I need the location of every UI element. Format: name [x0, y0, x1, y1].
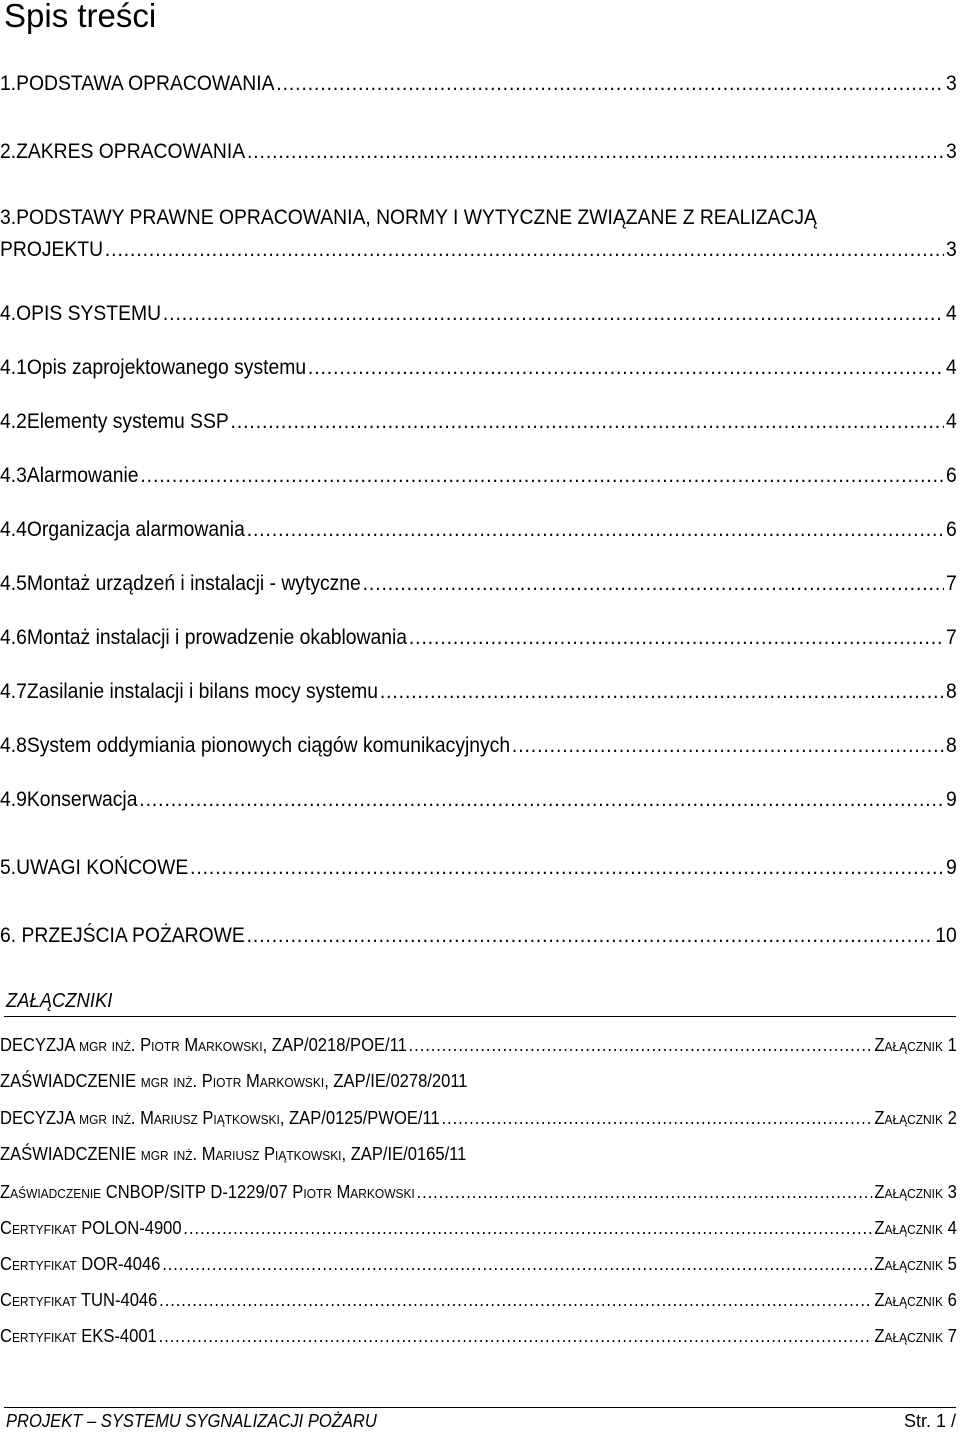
attachment-entry[interactable] — [0, 1033, 957, 1057]
toc-leader — [231, 408, 945, 436]
attachment-leader — [162, 1252, 872, 1276]
attachment-entry[interactable] — [0, 1252, 957, 1276]
toc-entry[interactable] — [0, 408, 957, 436]
attachment-entry[interactable] — [0, 1106, 957, 1130]
toc-entry-label: 4.6Montaż instalacji i prowadzenie okablowania — [0, 626, 408, 649]
toc-entry[interactable] — [0, 204, 957, 232]
attachment-leader — [159, 1288, 872, 1312]
toc-entry[interactable] — [0, 462, 957, 490]
toc-entry[interactable] — [0, 624, 957, 652]
footer-document-title: PROJEKT – SYSTEMU SYGNALIZACJI POŻARU — [6, 1411, 377, 1431]
toc-entry-page: 4 — [946, 410, 957, 433]
toc-leader — [140, 462, 944, 490]
attachment-leader — [417, 1180, 873, 1204]
attachment-label: Certyfikat TUN-4046 — [0, 1290, 158, 1310]
toc-leader — [247, 922, 934, 950]
toc-entry-page: 9 — [946, 856, 957, 879]
toc-entry-page: 3 — [946, 140, 957, 163]
toc-entry-label: 3.PODSTAWY PRAWNE OPRACOWANIA, NORMY I WYTYCZNE ZWIĄZANE Z REALIZACJĄ — [0, 206, 817, 229]
attachment-entry[interactable] — [0, 1069, 957, 1093]
attachment-ref: Załącznik 4 — [874, 1218, 957, 1238]
toc-entry-label: 4.4Organizacja alarmowania — [0, 518, 245, 541]
toc-leader — [139, 786, 944, 814]
toc-leader — [308, 354, 944, 382]
toc-entry[interactable] — [0, 570, 957, 598]
toc-entry[interactable] — [0, 70, 957, 98]
toc-entry[interactable] — [0, 138, 957, 166]
toc-entry-label: 4.7Zasilanie instalacji i bilans mocy systemu — [0, 680, 378, 703]
toc-entry-label: 6. PRZEJŚCIA POŻAROWE — [0, 924, 245, 947]
toc-leader — [190, 854, 944, 882]
attachment-leader — [183, 1216, 872, 1240]
toc-entry-page: 7 — [946, 572, 957, 595]
toc-leader — [512, 732, 944, 760]
footer-page-number: Str. 1 / — [903, 1411, 956, 1431]
attachment-label: Certyfikat EKS-4001 — [0, 1326, 157, 1346]
page-title: Spis treści — [4, 0, 157, 34]
attachment-ref: Załącznik 7 — [874, 1326, 957, 1346]
attachment-label: DECYZJA mgr inż. Piotr Markowski, ZAP/0218/POE/11 — [0, 1035, 407, 1055]
attachments-heading: ZAŁĄCZNIKI — [6, 990, 113, 1012]
toc-entry[interactable] — [0, 732, 957, 760]
attachments-divider — [4, 1016, 956, 1017]
attachment-entry[interactable] — [0, 1142, 957, 1166]
toc-entry-page: 3 — [946, 72, 957, 95]
toc-entry-page: 4 — [946, 356, 957, 379]
toc-entry[interactable] — [0, 516, 957, 544]
toc-leader — [105, 236, 944, 264]
toc-leader — [276, 70, 944, 98]
toc-entry[interactable] — [0, 678, 957, 706]
attachment-label: DECYZJA mgr inż. Mariusz Piątkowski, ZAP/0125/PWOE/11 — [0, 1108, 440, 1128]
toc-entry-page: 8 — [946, 680, 957, 703]
toc-entry-label: 4.9Konserwacja — [0, 788, 138, 811]
attachment-leader — [409, 1033, 873, 1057]
attachment-label: ZAŚWIADCZENIE mgr inż. Mariusz Piątkowski, ZAP/IE/0165/11 — [0, 1144, 467, 1164]
toc-entry-page: 4 — [946, 302, 957, 325]
toc-entry-label: 4.2Elementy systemu SSP — [0, 410, 229, 433]
toc-entry-label: 5.UWAGI KOŃCOWE — [0, 856, 189, 879]
toc-entry-page: 3 — [946, 238, 957, 261]
toc-leader — [409, 624, 944, 652]
footer-divider — [4, 1407, 956, 1408]
attachment-leader — [442, 1106, 873, 1130]
toc-entry-page: 9 — [946, 788, 957, 811]
toc-entry[interactable] — [0, 786, 957, 814]
attachment-entry[interactable] — [0, 1324, 957, 1348]
toc-entry-continuation[interactable] — [0, 236, 957, 264]
toc-leader — [247, 516, 945, 544]
attachment-label: ZAŚWIADCZENIE mgr inż. Piotr Markowski, ZAP/IE/0278/2011 — [0, 1071, 468, 1091]
toc-entry[interactable] — [0, 300, 957, 328]
toc-entry-page: 6 — [946, 518, 957, 541]
attachment-entry[interactable] — [0, 1180, 957, 1204]
attachment-ref: Załącznik 1 — [874, 1035, 957, 1055]
toc-entry[interactable] — [0, 354, 957, 382]
toc-entry[interactable] — [0, 854, 957, 882]
attachment-ref: Załącznik 6 — [874, 1290, 957, 1310]
toc-leader — [363, 570, 945, 598]
toc-leader — [247, 138, 944, 166]
toc-entry-label: 4.OPIS SYSTEMU — [0, 302, 162, 325]
toc-entry-page: 7 — [946, 626, 957, 649]
attachment-ref: Załącznik 3 — [874, 1182, 957, 1202]
attachment-ref: Załącznik 2 — [874, 1108, 957, 1128]
toc-entry-label-continuation: PROJEKTU — [0, 238, 104, 261]
toc-entry-label: 2.ZAKRES OPRACOWANIA — [0, 140, 246, 163]
toc-entry-page: 10 — [935, 924, 957, 947]
attachment-ref: Załącznik 5 — [874, 1254, 957, 1274]
attachment-entry[interactable] — [0, 1288, 957, 1312]
toc-entry-page: 6 — [946, 464, 957, 487]
attachment-label: Certyfikat DOR-4046 — [0, 1254, 161, 1274]
attachment-label: Certyfikat POLON-4900 — [0, 1218, 182, 1238]
toc-entry-page: 8 — [946, 734, 957, 757]
toc-entry[interactable] — [0, 922, 957, 950]
toc-entry-label: 4.5Montaż urządzeń i instalacji - wytyczne — [0, 572, 361, 595]
toc-entry-label: 4.3Alarmowanie — [0, 464, 139, 487]
attachment-entry[interactable] — [0, 1216, 957, 1240]
toc-entry-label: 4.1Opis zaprojektowanego systemu — [0, 356, 307, 379]
attachment-leader — [159, 1324, 873, 1348]
toc-entry-label: 1.PODSTAWA OPRACOWANIA — [0, 72, 275, 95]
toc-leader — [163, 300, 944, 328]
toc-entry-label: 4.8System oddymiania pionowych ciągów komunikacyjnych — [0, 734, 511, 757]
toc-leader — [380, 678, 944, 706]
attachment-label: Zaświadczenie CNBOP/SITP D-1229/07 Piotr Markowski — [0, 1182, 415, 1202]
